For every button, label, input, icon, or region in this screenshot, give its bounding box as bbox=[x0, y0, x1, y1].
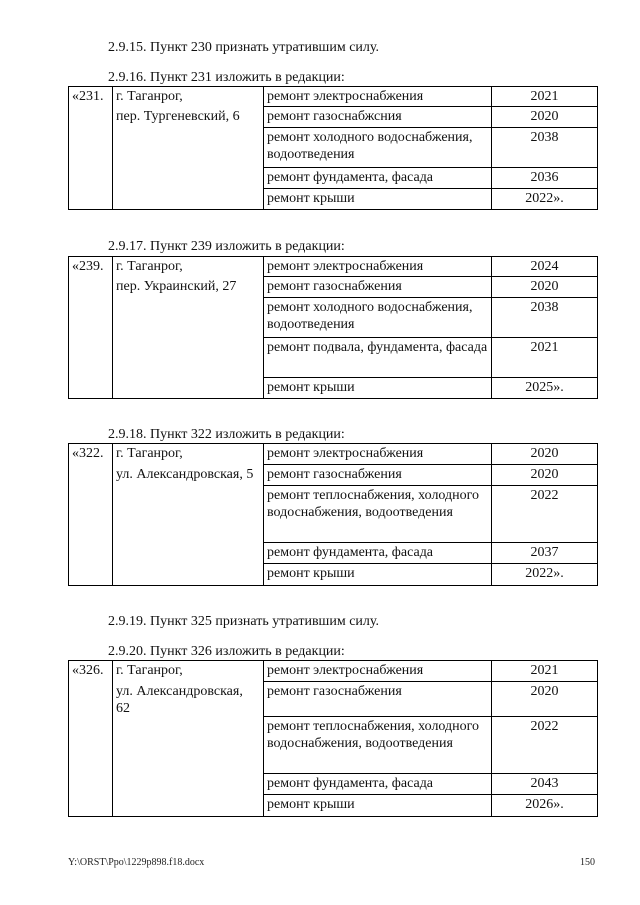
table-point-239 bbox=[68, 256, 598, 399]
address-cont bbox=[113, 189, 264, 210]
point-number-cont bbox=[69, 298, 113, 338]
point-number-cont bbox=[69, 189, 113, 210]
point-number-cont bbox=[69, 277, 113, 298]
work-year: 2020 bbox=[492, 444, 598, 465]
point-number-cont bbox=[69, 338, 113, 378]
work-year: 2021 bbox=[492, 661, 598, 682]
work-item: ремонт фундамента, фасада bbox=[264, 774, 492, 795]
work-year: 2024 bbox=[492, 257, 598, 277]
work-item: ремонт теплоснабжения, холодного водоснабжения, водоотведения bbox=[264, 486, 492, 543]
address-cont bbox=[113, 298, 264, 338]
address-city: г. Таганрог, bbox=[113, 444, 264, 465]
table-point-322 bbox=[68, 443, 598, 586]
work-year: 2026». bbox=[492, 795, 598, 817]
work-year: 2038 bbox=[492, 128, 598, 168]
address-cont bbox=[113, 774, 264, 795]
table-point-231 bbox=[68, 86, 598, 210]
address-city: г. Таганрог, bbox=[113, 661, 264, 682]
paragraph-2-9-18: 2.9.18. Пункт 322 изложить в редакции: bbox=[108, 427, 345, 442]
point-number-cont bbox=[69, 543, 113, 564]
paragraph-2-9-17: 2.9.17. Пункт 239 изложить в редакции: bbox=[108, 239, 345, 254]
work-year: 2025». bbox=[492, 378, 598, 399]
point-number-cont bbox=[69, 168, 113, 189]
point-number: «326. bbox=[69, 661, 113, 682]
work-year: 2020 bbox=[492, 465, 598, 486]
work-item: ремонт крыши bbox=[264, 378, 492, 399]
work-item: ремонт газоснабжения bbox=[264, 277, 492, 298]
work-year: 2020 bbox=[492, 107, 598, 128]
point-number-cont bbox=[69, 465, 113, 486]
address-city: г. Таганрог, bbox=[113, 87, 264, 107]
point-number-cont bbox=[69, 717, 113, 774]
work-year: 2043 bbox=[492, 774, 598, 795]
work-year: 2022 bbox=[492, 486, 598, 543]
address-cont bbox=[113, 564, 264, 586]
address-street: ул. Александровская, 62 bbox=[113, 682, 264, 717]
work-item: ремонт газоснабжсния bbox=[264, 107, 492, 128]
point-number: «231. bbox=[69, 87, 113, 107]
work-item: ремонт электроснабжения bbox=[264, 257, 492, 277]
paragraph-2-9-16: 2.9.16. Пункт 231 изложить в редакции: bbox=[108, 70, 345, 85]
address-cont bbox=[113, 717, 264, 774]
work-item: ремонт крыши bbox=[264, 795, 492, 817]
address-cont bbox=[113, 378, 264, 399]
address-cont bbox=[113, 795, 264, 817]
work-item: ремонт холодного водоснабжения, водоотведения bbox=[264, 298, 492, 338]
point-number-cont bbox=[69, 564, 113, 586]
work-item: ремонт электроснабжения bbox=[264, 661, 492, 682]
point-number-cont bbox=[69, 795, 113, 817]
work-item: ремонт газоснабжения bbox=[264, 465, 492, 486]
work-year: 2022». bbox=[492, 189, 598, 210]
point-number-cont bbox=[69, 774, 113, 795]
point-number-cont bbox=[69, 378, 113, 399]
work-item: ремонт теплоснабжения, холодного водоснабжения, водоотведения bbox=[264, 717, 492, 774]
point-number-cont bbox=[69, 682, 113, 717]
work-year: 2036 bbox=[492, 168, 598, 189]
address-street: пер. Украинский, 27 bbox=[113, 277, 264, 298]
address-cont bbox=[113, 486, 264, 543]
point-number: «322. bbox=[69, 444, 113, 465]
paragraph-2-9-15: 2.9.15. Пункт 230 признать утратившим силу. bbox=[108, 40, 379, 55]
work-year: 2038 bbox=[492, 298, 598, 338]
point-number: «239. bbox=[69, 257, 113, 277]
work-item: ремонт подвала, фундамента, фасада bbox=[264, 338, 492, 378]
address-street: пер. Тургеневский, 6 bbox=[113, 107, 264, 128]
table-point-326 bbox=[68, 660, 598, 817]
address-street: ул. Александровская, 5 bbox=[113, 465, 264, 486]
point-number-cont bbox=[69, 107, 113, 128]
work-item: ремонт фундамента, фасада bbox=[264, 168, 492, 189]
work-year: 2020 bbox=[492, 682, 598, 717]
work-item: ремонт крыши bbox=[264, 564, 492, 586]
work-item: ремонт газоснабжения bbox=[264, 682, 492, 717]
work-year: 2037 bbox=[492, 543, 598, 564]
work-year: 2021 bbox=[492, 338, 598, 378]
work-item: ремонт фундамента, фасада bbox=[264, 543, 492, 564]
point-number-cont bbox=[69, 128, 113, 168]
work-item: ремонт холодного водоснабжения, водоотведения bbox=[264, 128, 492, 168]
work-year: 2022». bbox=[492, 564, 598, 586]
footer-file-path: Y:\ORST\Ppo\1229p898.f18.docx bbox=[68, 857, 205, 868]
page-number: 150 bbox=[580, 857, 595, 868]
paragraph-2-9-20: 2.9.20. Пункт 326 изложить в редакции: bbox=[108, 644, 345, 659]
address-cont bbox=[113, 338, 264, 378]
work-item: ремонт электроснабжения bbox=[264, 87, 492, 107]
address-cont bbox=[113, 543, 264, 564]
paragraph-2-9-19: 2.9.19. Пункт 325 признать утратившим силу. bbox=[108, 614, 379, 629]
point-number-cont bbox=[69, 486, 113, 543]
work-year: 2022 bbox=[492, 717, 598, 774]
address-cont bbox=[113, 128, 264, 168]
work-item: ремонт электроснабжения bbox=[264, 444, 492, 465]
address-cont bbox=[113, 168, 264, 189]
work-year: 2020 bbox=[492, 277, 598, 298]
work-item: ремонт крыши bbox=[264, 189, 492, 210]
address-city: г. Таганрог, bbox=[113, 257, 264, 277]
work-year: 2021 bbox=[492, 87, 598, 107]
